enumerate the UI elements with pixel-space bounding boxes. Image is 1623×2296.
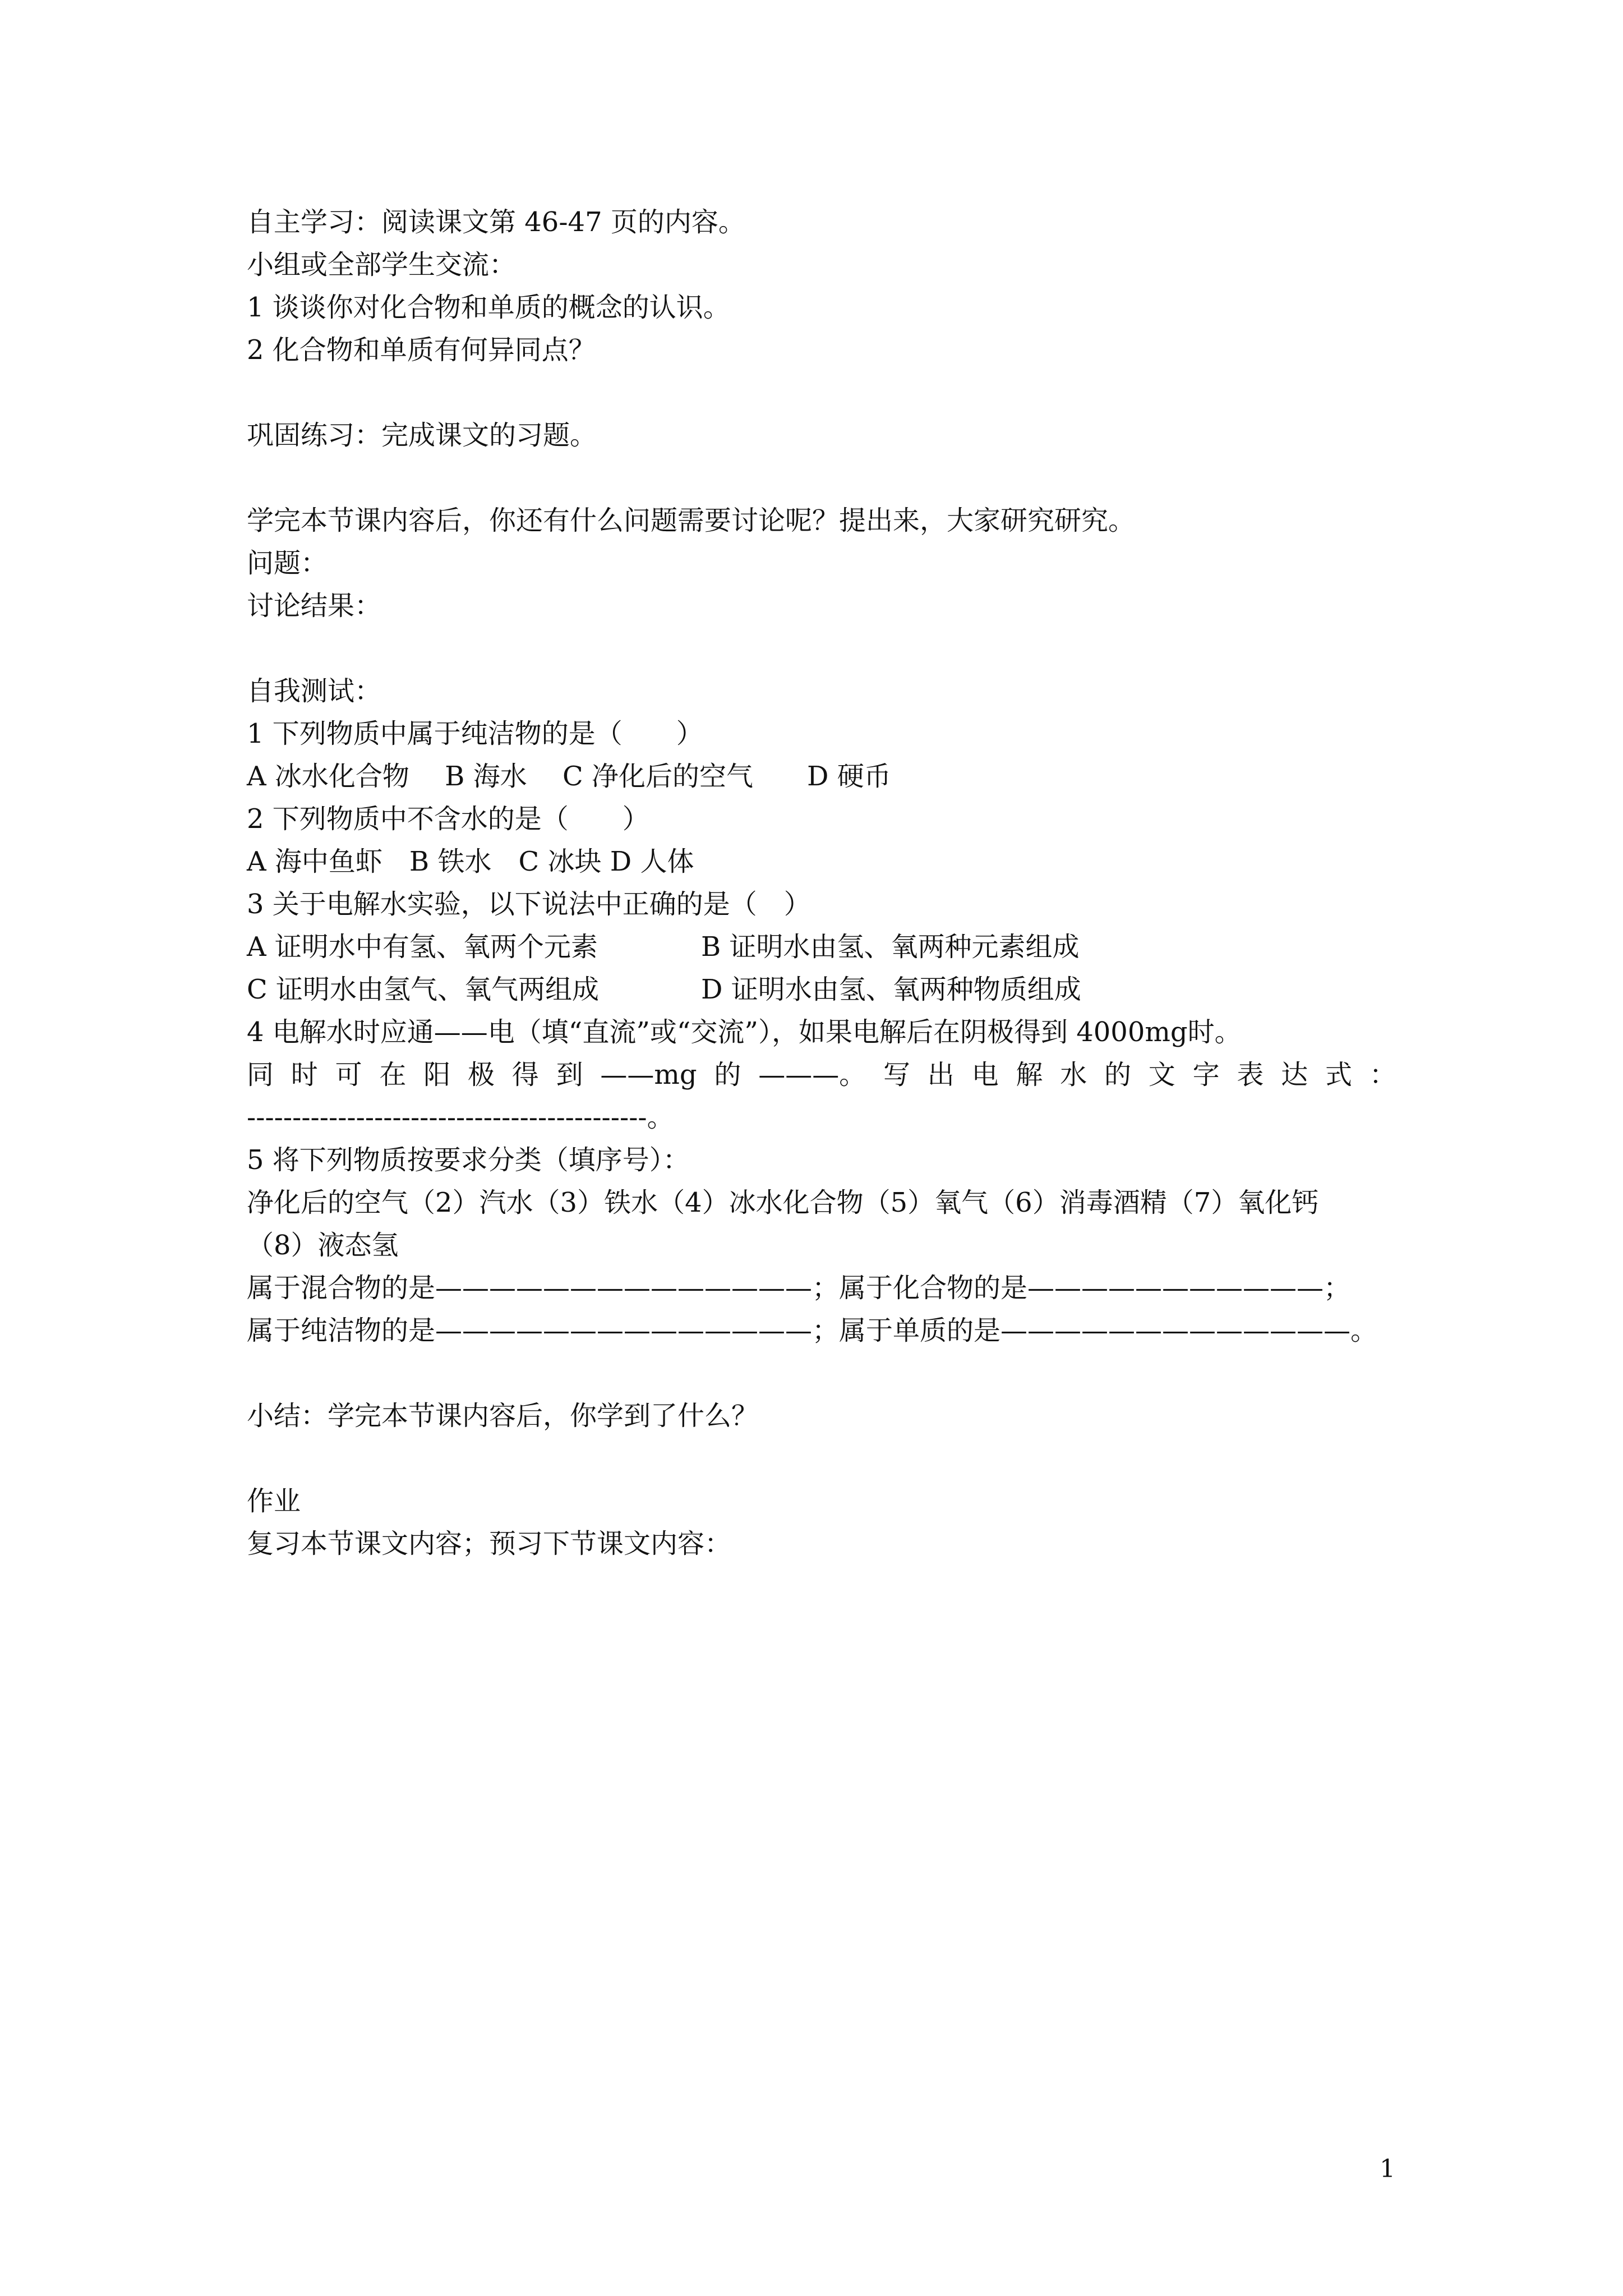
test-question-1: 1 下列物质中属于纯洁物的是（ ） (247, 718, 703, 749)
group-exchange-line: 小组或全部学生交流： (247, 249, 517, 280)
justified-word: 表 (1237, 1059, 1264, 1091)
test-question-3-options-ab (247, 926, 1396, 968)
spacer (247, 1437, 1396, 1480)
justified-word: 阳 (423, 1059, 451, 1091)
classification-mixture-compound: 属于混合物的是——————————————；属于化合物的是———————————； (247, 1272, 1351, 1304)
justified-word: ——mg (600, 1059, 697, 1091)
discussion-prompt: 学完本节课内容后，你还有什么问题需要讨论呢？提出来，大家研究研究。 (247, 505, 1136, 536)
justified-word: 得 (511, 1059, 539, 1091)
test-question-4-line-2 (247, 1053, 1396, 1096)
spacer (247, 627, 1396, 670)
option-c: C 证明水由氢气、氧气两组成 (247, 974, 599, 1005)
discussion-result-label: 讨论结果： (247, 590, 382, 622)
justified-word: 极 (467, 1059, 495, 1091)
justified-word: 电 (971, 1059, 999, 1091)
option-a: A 证明水中有氢、氧两个元素 (247, 931, 598, 963)
page-number: 1 (1380, 2155, 1395, 2183)
test-question-1-options: A 冰水化合物 B 海水 C 净化后的空气 D 硬币 (247, 761, 891, 792)
spacer (247, 457, 1396, 499)
spacer (247, 1352, 1396, 1395)
justified-word: 可 (335, 1059, 362, 1091)
test-question-4-line-3: --------------------------------------------。 (247, 1102, 674, 1133)
test-question-5-items-2: （8）液态氢 (247, 1230, 399, 1261)
justified-word: 同 (247, 1059, 274, 1091)
justified-word: ———。 (758, 1059, 866, 1091)
practice-line: 巩固练习：完成课文的习题。 (247, 420, 597, 451)
test-question-5-items-1: 净化后的空气（2）汽水（3）铁水（4）冰水化合物（5）氧气（6）消毒酒精（7）氧化钙 (247, 1187, 1319, 1218)
test-question-5: 5 将下列物质按要求分类（填序号）： (247, 1144, 690, 1176)
homework-heading: 作业 (247, 1485, 301, 1517)
justified-word: 达 (1281, 1059, 1308, 1091)
justified-word: 解 (1016, 1059, 1043, 1091)
exchange-question-1: 1 谈谈你对化合物和单质的概念的认识。 (247, 292, 730, 323)
justified-word: 写 (883, 1059, 911, 1091)
classification-pure-element: 属于纯洁物的是——————————————；属于单质的是—————————————。 (247, 1315, 1378, 1346)
test-question-3-options-cd (247, 968, 1396, 1011)
option-d: D 证明水由氢、氧两种物质组成 (701, 974, 1081, 1005)
self-study-line: 自主学习：阅读课文第 46-47 页的内容。 (247, 206, 745, 238)
justified-word: 在 (379, 1059, 407, 1091)
justified-word: ： (1369, 1059, 1396, 1091)
justified-word: 的 (1104, 1059, 1131, 1091)
justified-word: 文 (1148, 1059, 1175, 1091)
page-content (247, 201, 1396, 1565)
summary-line: 小结：学完本节课内容后，你学到了什么？ (247, 1400, 759, 1432)
justified-word: 的 (714, 1059, 741, 1091)
test-question-2: 2 下列物质中不含水的是（ ） (247, 803, 649, 835)
option-b: B 证明水由氢、氧两种元素组成 (701, 931, 1080, 963)
justified-word: 时 (291, 1059, 318, 1091)
question-label: 问题： (247, 547, 328, 579)
justified-word: 式 (1325, 1059, 1352, 1091)
spacer (247, 371, 1396, 414)
justified-word: 字 (1192, 1059, 1220, 1091)
self-test-heading: 自我测试： (247, 675, 382, 707)
justified-word: 出 (927, 1059, 955, 1091)
test-question-2-options: A 海中鱼虾 B 铁水 C 冰块 D 人体 (247, 846, 694, 877)
test-question-3: 3 关于电解水实验，以下说法中正确的是（ ） (247, 889, 811, 920)
test-question-4-line-1: 4 电解水时应通——电（填“直流”或“交流”），如果电解后在阴极得到 4000mg时。 (247, 1016, 1242, 1048)
homework-content: 复习本节课文内容；预习下节课文内容： (247, 1528, 732, 1559)
justified-word: 水 (1060, 1059, 1087, 1091)
exchange-question-2: 2 化合物和单质有何异同点？ (247, 334, 596, 366)
justified-word: 到 (556, 1059, 583, 1091)
